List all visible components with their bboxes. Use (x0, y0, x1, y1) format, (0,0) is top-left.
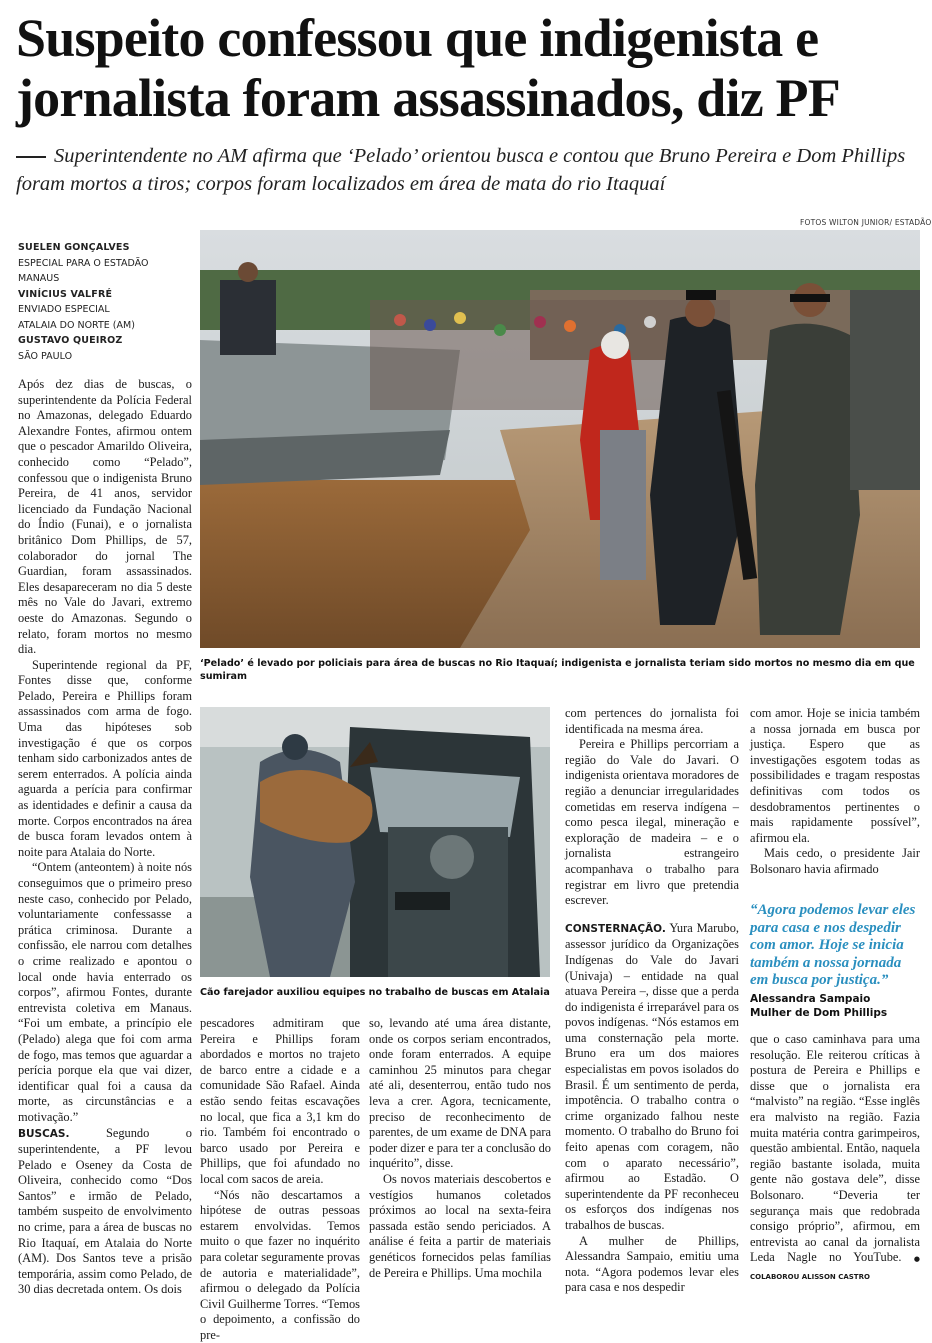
pull-quote-author: Alessandra Sampaio (750, 992, 871, 1005)
deck (16, 142, 921, 198)
paragraph: pescadores admitiram que Pereira e Phillips foram abordados e mortos no trajeto de barco entre a cidade e a comunidade São Rafael. Ainda estão sendo feitas escavações no local, que fica a 3,1 km do rio. Também foi encontrado o barco usado por Pereira e Phillips, que foi afundado no local com sacos de areia. (200, 1016, 360, 1186)
deck-text: Superintendente no AM afirma que ‘Pelado’ orientou busca e contou que Bruno Pereira e Dom Phillips foram mortos a tiros; corpos foram localizados em área de mata do rio Itaquaí (16, 145, 906, 195)
paragraph: A mulher de Phillips, Alessandra Sampaio, emitiu uma nota. “Agora podemos levar eles para casa e nos despedir (565, 1233, 739, 1295)
article-column-5-top (750, 706, 920, 878)
paragraph (18, 1126, 192, 1299)
byline-block (18, 240, 193, 364)
paragraph: “Ontem (anteontem) à noite nós conseguimos que o primeiro preso neste caso, conhecido por Pelado, voluntariamente confessasse a prática criminosa. Durante a confissão, ele narrou com detalhes o crime realizado e apontou o local onde havia enterrado os corpos”, afirmou Fontes, durante entrevista coletiva em Manaus. “Foi um embate, a princípio ele (Pelado) alega que foi com arma de fogo, mas temos que aguardar a perícia porque ela que vai dizer, identificar qual foi a causa da morte, as circunstâncias e a motivação.” (18, 860, 192, 1124)
main-photo-caption: ‘Pelado’ é levado por policiais para área de buscas no Rio Itaquaí; indigenista e jornalista teriam sido mortos no mesmo dia em que sumiram (200, 658, 915, 682)
paragraph: Superintende regional da PF, Fontes disse que, conforme Pelado, Pereira e Phillips foram assassinados com arma de fogo. Uma das hipóteses sob investigação é que os corpos tenham sido carbonizados antes de serem enterrados. A polícia ainda aguarda a perícia para confirmar as identidades e definir a causa da morte. Corpos encontrados na área de busca foram levados ontem à noite para Atalaia do Norte. (18, 657, 192, 859)
paragraph-text: que o caso caminhava para uma resolução. Ele reiterou críticas à postura de Pereira e Phillips e disse que o jornalista era “malvisto” na região. “Esse inglês era malvisto na região. Fazia muita matéria contra garimpeiros, questão ambiental. Então, naquela região bastante isolada, muita gente não gostava dele”, disse Bolsonaro. “Deveria ter segurança mais que redobrada consigo próprio”, afirmou, em entrevista ao canal da jornalista Leda Nagle no YouTube. (750, 1032, 920, 1265)
second-photo-illustration (200, 707, 550, 977)
byline-name: VINÍCIUS VALFRÉ (18, 288, 113, 300)
article-column-5-bottom (750, 1032, 920, 1286)
byline-place: SÃO PAULO (18, 350, 73, 362)
paragraph: Os novos materiais descobertos e vestígios humanos coletados próximos ao local na sexta-feira passada estão sendo periciados. A análise é feita a partir de materiais genéticos fornecidos pelas famílias de Pereira e Phillips. Uma mochila (369, 1171, 551, 1280)
byline-role: ESPECIAL PARA O ESTADÃO (18, 257, 149, 269)
section-lead: BUSCAS. (18, 1127, 70, 1140)
paragraph-text: Segundo o superintendente, a PF levou Pelado e Oseney da Costa de Oliveira, conhecido como “Dos Santos” e irmão de Pelado, também suspeito de envolvimento no crime, para a área de buscas no Rio Itaquaí, em Atalaia do Norte (AM). Dos Santos teve a prisão temporária, assim como Pelado, de 30 dias decretada ontem. Os dois (18, 1125, 192, 1297)
paragraph (565, 921, 739, 1234)
byline-role: ENVIADO ESPECIAL (18, 304, 110, 315)
paragraph (750, 1032, 920, 1286)
pull-quote (750, 902, 920, 1020)
photo-credit: FOTOS WILTON JUNIOR/ ESTADÃO (800, 218, 932, 227)
headline: Suspeito confessou que indigenista e jornalista foram assassinados, diz PF (16, 8, 840, 128)
second-photo-caption: Cão farejador auxiliou equipes no trabalho de buscas em Atalaia (200, 987, 550, 998)
paragraph: Pereira e Phillips percorriam a região do Vale do Javari. O indigenista orientava moradores de região a denunciar irregularidades cometidas em reserva indígena – como pesca ilegal, mineração e exploração de madeira – e o jornalista estrangeiro acompanhava o trabalho para registrar em livro que pretendia escrever. (565, 737, 739, 908)
article-column-4 (565, 706, 739, 1296)
article-column-3 (369, 1016, 551, 1281)
main-photo-illustration (200, 230, 920, 648)
paragraph: com pertences do jornalista foi identificada na mesma área. (565, 706, 739, 736)
main-photo (200, 230, 920, 648)
byline-name: SUELEN GONÇALVES (18, 242, 130, 253)
byline-place: ATALAIA DO NORTE (AM) (18, 319, 135, 331)
paragraph: “Nós não descartamos a hipótese de outras pessoas estarem envolvidas. Temos muito o que fazer no inquérito para coletar seguramente provas de autoria e materialidade”, afirmou o delegado da Polícia Civil Guilherme Torres. “Temos o depoimento, a confissão do pre- (200, 1187, 360, 1342)
second-photo (200, 707, 550, 977)
paragraph-text: Yura Marubo, assessor jurídico da Organizações Indígenas do Vale do Javari (Univaja) – entidade na qual atuava Pereira –, disse que a perda do indigenista é irreparável para os povos indígenas. “Nós estamos em uma consternação pela morte. Bruno era um dos maiores especialistas em povos isolados do Brasil. É um sentimento de perda, impotência. O trabalho contra o crime organizado falhou neste momento. O trabalho do Bruno foi feito apenas com coragem, não com o aparato necessário”, afirmou ao Estadão. O superintendente da PF reconheceu os esforços dos indígenas nos trabalhos de buscas. (565, 920, 739, 1232)
pull-quote-text: “Agora podemos levar eles para casa e nos despedir com amor. Hoje se inicia também a nossa jornada em busca por justiça.” (750, 902, 916, 988)
deck-rule (16, 156, 46, 158)
article-column-2 (200, 1016, 360, 1343)
pull-quote-role: Mulher de Dom Phillips (750, 1006, 888, 1019)
paragraph: com amor. Hoje se inicia também a nossa jornada em busca por justiça. Espero que as investigações esgotem todas as possibilidades e tragam respostas definitivas com todos os desdobramentos pertinentes o mais rapidamente possível”, afirmou ela. (750, 706, 920, 845)
article-column-1 (18, 377, 192, 1298)
byline-place: MANAUS (18, 273, 60, 284)
paragraph: so, levando até uma área distante, onde os corpos seriam encontrados, onde foram enterrados. A equipe caminhou 25 minutos para chegar até ali, desenterrou, então tudo nos leva a crer. Agora, tecnicamente, preciso de reconhecimento de parentes, de um exame de DNA para poder dizer e para ter a conclusão do inquérito”, disse. (369, 1016, 551, 1171)
byline-name: GUSTAVO QUEIROZ (18, 335, 123, 346)
signoff: ● COLABOROU ALISSON CASTRO (750, 1255, 920, 1281)
section-lead: CONSTERNAÇÃO. (565, 922, 666, 935)
paragraph: Após dez dias de buscas, o superintendente da Polícia Federal no Amazonas, delegado Eduardo Alexandre Fontes, afirmou ontem que o pescador Amarildo Oliveira, conhecido como “Pelado”, confessou que o indigenista Bruno Pereira, de 41 anos, servidor licenciado da Fundação Nacional do Índio (Funai), e o jornalista britânico Dom Phillips, de 57, colaborador do jornal The Guardian, foram assassinados. Eles desapareceram no dia 5 deste mês no Vale do Javari, extremo oeste do Amazonas. Segundo o relato, foram mortos no mesmo dia. (18, 377, 192, 657)
paragraph: Mais cedo, o presidente Jair Bolsonaro havia afirmado (750, 846, 920, 876)
